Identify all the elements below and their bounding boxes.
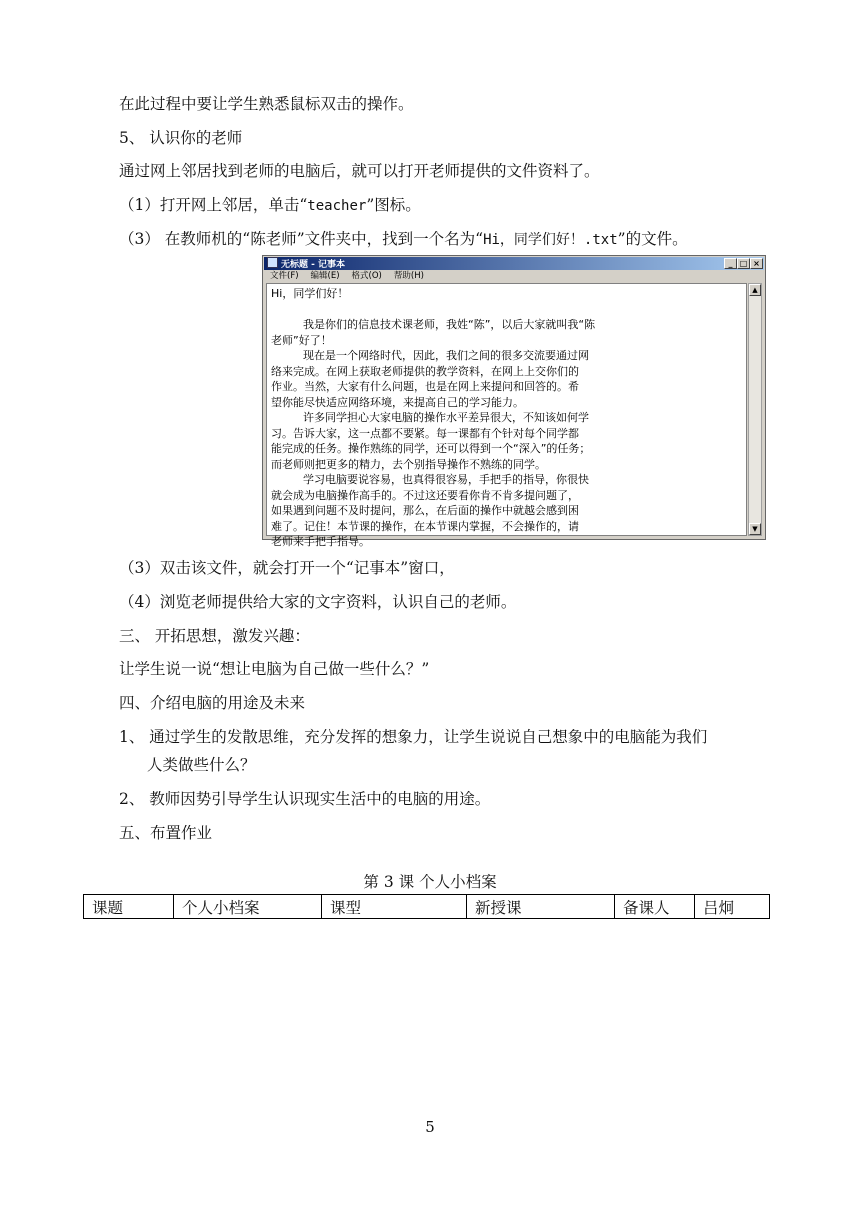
step-text: （1）打开网上邻居，单击“: [119, 196, 308, 214]
section-heading-four: 四、介绍电脑的用途及未来: [119, 694, 306, 712]
table-cell: 课型: [322, 895, 467, 919]
notepad-line: 现在是一个网络时代，因此，我们之间的很多交流要通过网: [303, 349, 589, 362]
body-line-6: （3）双击该文件，就会打开一个“记事本”窗口，: [119, 559, 455, 577]
notepad-line: 习。告诉大家，这一点都不要紧。每一课都有个针对每个同学都: [271, 426, 579, 440]
notepad-line: 作业。当然，大家有什么问题，也是在网上来提问和回答的。希: [271, 380, 579, 393]
notepad-line: 学习电脑要说容易，也真得很容易，手把手的指导，你很快: [303, 473, 589, 486]
step-code: Hi，同学们好！.txt: [483, 232, 618, 248]
body-line-1: 在此过程中要让学生熟悉鼠标双击的操作。: [119, 95, 414, 113]
notepad-line: 老师”好了！: [271, 333, 332, 347]
page-number: 5: [425, 1118, 435, 1136]
notepad-window: [262, 255, 766, 548]
body-line-3: 通过网上邻居找到老师的电脑后，就可以打开老师提供的文件资料了。: [119, 162, 600, 180]
maximize-icon[interactable]: □: [737, 258, 750, 269]
section-heading-know-teacher: 5、 认识你的老师: [119, 129, 243, 147]
step-text: ”图标。: [366, 196, 421, 214]
menu-edit[interactable]: 编辑(E): [310, 271, 340, 281]
notepad-line: Hi，同学们好！: [271, 287, 349, 300]
step-text: （3） 在教师机的“陈老师”文件夹中，找到一个名为“: [119, 230, 484, 248]
table-cell: 吕炯: [695, 895, 770, 919]
notepad-title: 无标题 - 记事本: [281, 260, 346, 270]
menu-help[interactable]: 帮助(H): [393, 271, 424, 281]
body-line-11a: 1、 通过学生的发散思维，充分发挥的想象力，让学生说说自己想象中的电脑能为我们: [119, 728, 708, 746]
notepad-line: 我是你们的信息技术课老师，我姓“陈”，以后大家就叫我“陈: [303, 318, 596, 331]
step-code: teacher: [307, 198, 367, 214]
notepad-line: 许多同学担心大家电脑的操作水平差异很大，不知该如何学: [303, 411, 589, 424]
menu-file[interactable]: 文件(F): [270, 271, 299, 281]
minimize-icon[interactable]: _: [724, 258, 737, 269]
notepad-line: 能完成的任务。操作熟练的同学，还可以得到一个“深入”的任务；: [271, 442, 591, 455]
step-find-file: [119, 229, 688, 250]
table-cell: 备课人: [615, 895, 695, 919]
notepad-line: [271, 302, 742, 318]
notepad-line: 老师来手把手指导。: [271, 535, 370, 548]
scroll-up-icon[interactable]: ▲: [749, 284, 761, 296]
body-line-12: 2、 教师因势引导学生认识现实生活中的电脑的用途。: [119, 790, 491, 808]
table-cell: 个人小档案: [174, 895, 322, 919]
lesson-info-table: [83, 894, 770, 919]
close-icon[interactable]: ×: [750, 258, 763, 269]
notepad-app-icon: [267, 257, 278, 268]
table-row: [84, 895, 770, 919]
notepad-line: 就会成为电脑操作高手的。不过这还要看你肯不肯多提问题了，: [271, 488, 579, 502]
body-line-9: 让学生说一说“想让电脑为自己做一些什么？”: [119, 660, 430, 678]
scroll-down-icon[interactable]: ▼: [749, 523, 761, 535]
step-text: ”的文件。: [617, 230, 688, 248]
notepad-menu-bar: [264, 270, 764, 282]
body-line-11b: 人类做些什么？: [147, 756, 256, 774]
table-cell: 课题: [84, 895, 174, 919]
notepad-line: 络来完成。在网上获取老师提供的教学资料，在网上上交你们的: [271, 364, 579, 378]
notepad-line: 望你能尽快适应网络环境，来提高自己的学习能力。: [271, 395, 524, 409]
notepad-title-bar: [264, 257, 764, 270]
section-heading-three: 三、 开拓思想，激发兴趣：: [119, 627, 310, 645]
body-line-7: （4）浏览老师提供给大家的文字资料，认识自己的老师。: [119, 593, 517, 611]
notepad-line: 而老师则把更多的精力，去个别指导操作不熟练的同学。: [271, 457, 546, 471]
menu-format[interactable]: 格式(O): [351, 271, 382, 281]
notepad-line: 如果遇到问题不及时提问，那么，在后面的操作中就越会感到困: [271, 504, 579, 517]
vertical-scrollbar[interactable]: [748, 283, 762, 536]
lesson-title: 第 3 课 个人小档案: [363, 873, 497, 891]
section-heading-five: 五、布置作业: [119, 824, 213, 842]
table-cell: 新授课: [467, 895, 615, 919]
step-open-network: [119, 195, 421, 216]
notepad-line: 难了。记住！本节课的操作，在本节课内掌握，不会操作的，请: [271, 519, 579, 533]
notepad-text-area[interactable]: [266, 283, 747, 548]
